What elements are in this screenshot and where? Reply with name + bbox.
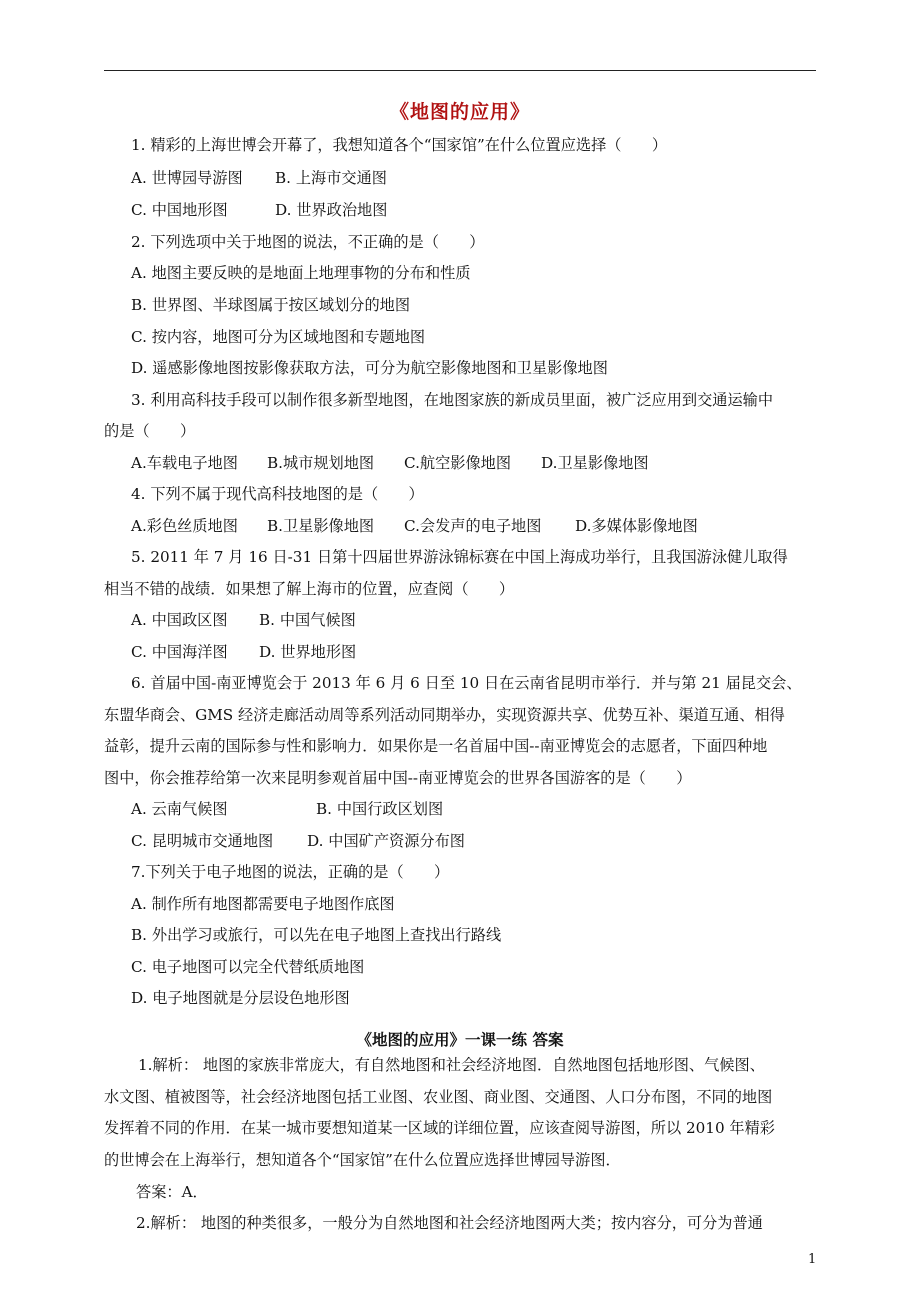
q1-stem: 1. 精彩的上海世博会开幕了，我想知道各个“国家馆”在什么位置应选择（ ） [131, 136, 668, 154]
document-title: 《地图的应用》 [389, 101, 530, 123]
answer-2-line1: 2.解析： 地图的种类很多，一般分为自然地图和社会经济地图两大类；按内容分，可分为普通 [136, 1214, 763, 1232]
page-number: 1 [808, 1252, 817, 1267]
q2-option-c: C. 按内容，地图可分为区域地图和专题地图 [131, 328, 426, 346]
answer-1-result: 答案：A． [136, 1183, 208, 1201]
q2-stem: 2. 下列选项中关于地图的说法，不正确的是（ ） [131, 233, 485, 251]
q2-option-b: B. 世界图、半球图属于按区域划分的地图 [131, 296, 411, 314]
q5-stem-line1: 5. 2011 年 7 月 16 日-31 日第十四届世界游泳锦标赛在中国上海成功举行，且我国游泳健儿取得 [131, 548, 788, 566]
q6-stem-line1: 6. 首届中国-南亚博览会于 2013 年 6 月 6 日至 10 日在云南省昆明市举行．并与第 21 届昆交会、 [131, 674, 802, 692]
q3-option-a: A.车载电子地图 [131, 454, 238, 472]
q3-option-b: B.城市规划地图 [267, 454, 375, 472]
q3-stem-line1: 3. 利用高科技手段可以制作很多新型地图，在地图家族的新成员里面，被广泛应用到交通运输中 [131, 391, 774, 409]
q5-stem-line2: 相当不错的战绩．如果想了解上海市的位置，应查阅（ ） [104, 580, 515, 598]
q3-option-c: C.航空影像地图 [404, 454, 512, 472]
q4-option-b: B.卫星影像地图 [267, 517, 375, 535]
header-rule [104, 70, 816, 71]
q5-option-d: D. 世界地形图 [259, 643, 357, 661]
q7-stem: 7.下列关于电子地图的说法，正确的是（ ） [131, 863, 450, 881]
q2-option-d: D. 遥感影像地图按影像获取方法，可分为航空影像地图和卫星影像地图 [131, 359, 608, 377]
q6-option-d: D. 中国矿产资源分布图 [307, 832, 465, 850]
q4-option-d: D.多媒体影像地图 [575, 517, 698, 535]
q6-stem-line2: 东盟华商会、GMS 经济走廊活动周等系列活动同期举办，实现资源共享、优势互补、渠道互通、相得 [104, 706, 785, 724]
answer-1-line3: 发挥着不同的作用．在某一城市要想知道某一区域的详细位置，应该查阅导游图，所以 2010 年精彩 [104, 1119, 775, 1137]
answer-1-line4: 的世博会在上海举行，想知道各个“国家馆”在什么位置应选择世博园导游图． [104, 1151, 621, 1169]
q1-option-d: D. 世界政治地图 [275, 201, 388, 219]
q1-option-a: A. 世博园导游图 [131, 169, 243, 187]
q5-option-a: A. 中国政区图 [131, 611, 228, 629]
q6-stem-line3: 益彰，提升云南的国际参与性和影响力．如果你是一名首届中国--南亚博览会的志愿者，下面四种地 [104, 737, 768, 755]
q4-option-c: C.会发声的电子地图 [404, 517, 542, 535]
q7-option-b: B. 外出学习或旅行，可以先在电子地图上查找出行路线 [131, 926, 502, 944]
answer-1-line1: 1.解析： 地图的家族非常庞大，有自然地图和社会经济地图．自然地图包括地形图、气候图、 [138, 1056, 765, 1074]
q6-option-b: B. 中国行政区划图 [316, 800, 444, 818]
q7-option-a: A. 制作所有地图都需要电子地图作底图 [131, 895, 395, 913]
q4-stem: 4. 下列不属于现代高科技地图的是（ ） [131, 485, 424, 503]
q1-option-c: C. 中国地形图 [131, 201, 228, 219]
q6-option-c: C. 昆明城市交通地图 [131, 832, 274, 850]
q3-option-d: D.卫星影像地图 [541, 454, 649, 472]
q3-stem-line2: 的是（ ） [104, 422, 196, 440]
q7-option-d: D. 电子地图就是分层设色地形图 [131, 989, 350, 1007]
q4-option-a: A.彩色丝质地图 [131, 517, 238, 535]
q7-option-c: C. 电子地图可以完全代替纸质地图 [131, 958, 365, 976]
q2-option-a: A. 地图主要反映的是地面上地理事物的分布和性质 [131, 264, 471, 282]
q5-option-c: C. 中国海洋图 [131, 643, 228, 661]
answers-title: 《地图的应用》一课一练 答案 [356, 1030, 564, 1049]
q1-option-b: B. 上海市交通图 [275, 169, 387, 187]
answer-1-line2: 水文图、植被图等，社会经济地图包括工业图、农业图、商业图、交通图、人口分布图，不同的地图 [104, 1088, 773, 1106]
q6-option-a: A. 云南气候图 [131, 800, 228, 818]
q6-stem-line4: 图中，你会推荐给第一次来昆明参观首届中国--南亚博览会的世界各国游客的是（ ） [104, 769, 692, 787]
q5-option-b: B. 中国气候图 [259, 611, 356, 629]
